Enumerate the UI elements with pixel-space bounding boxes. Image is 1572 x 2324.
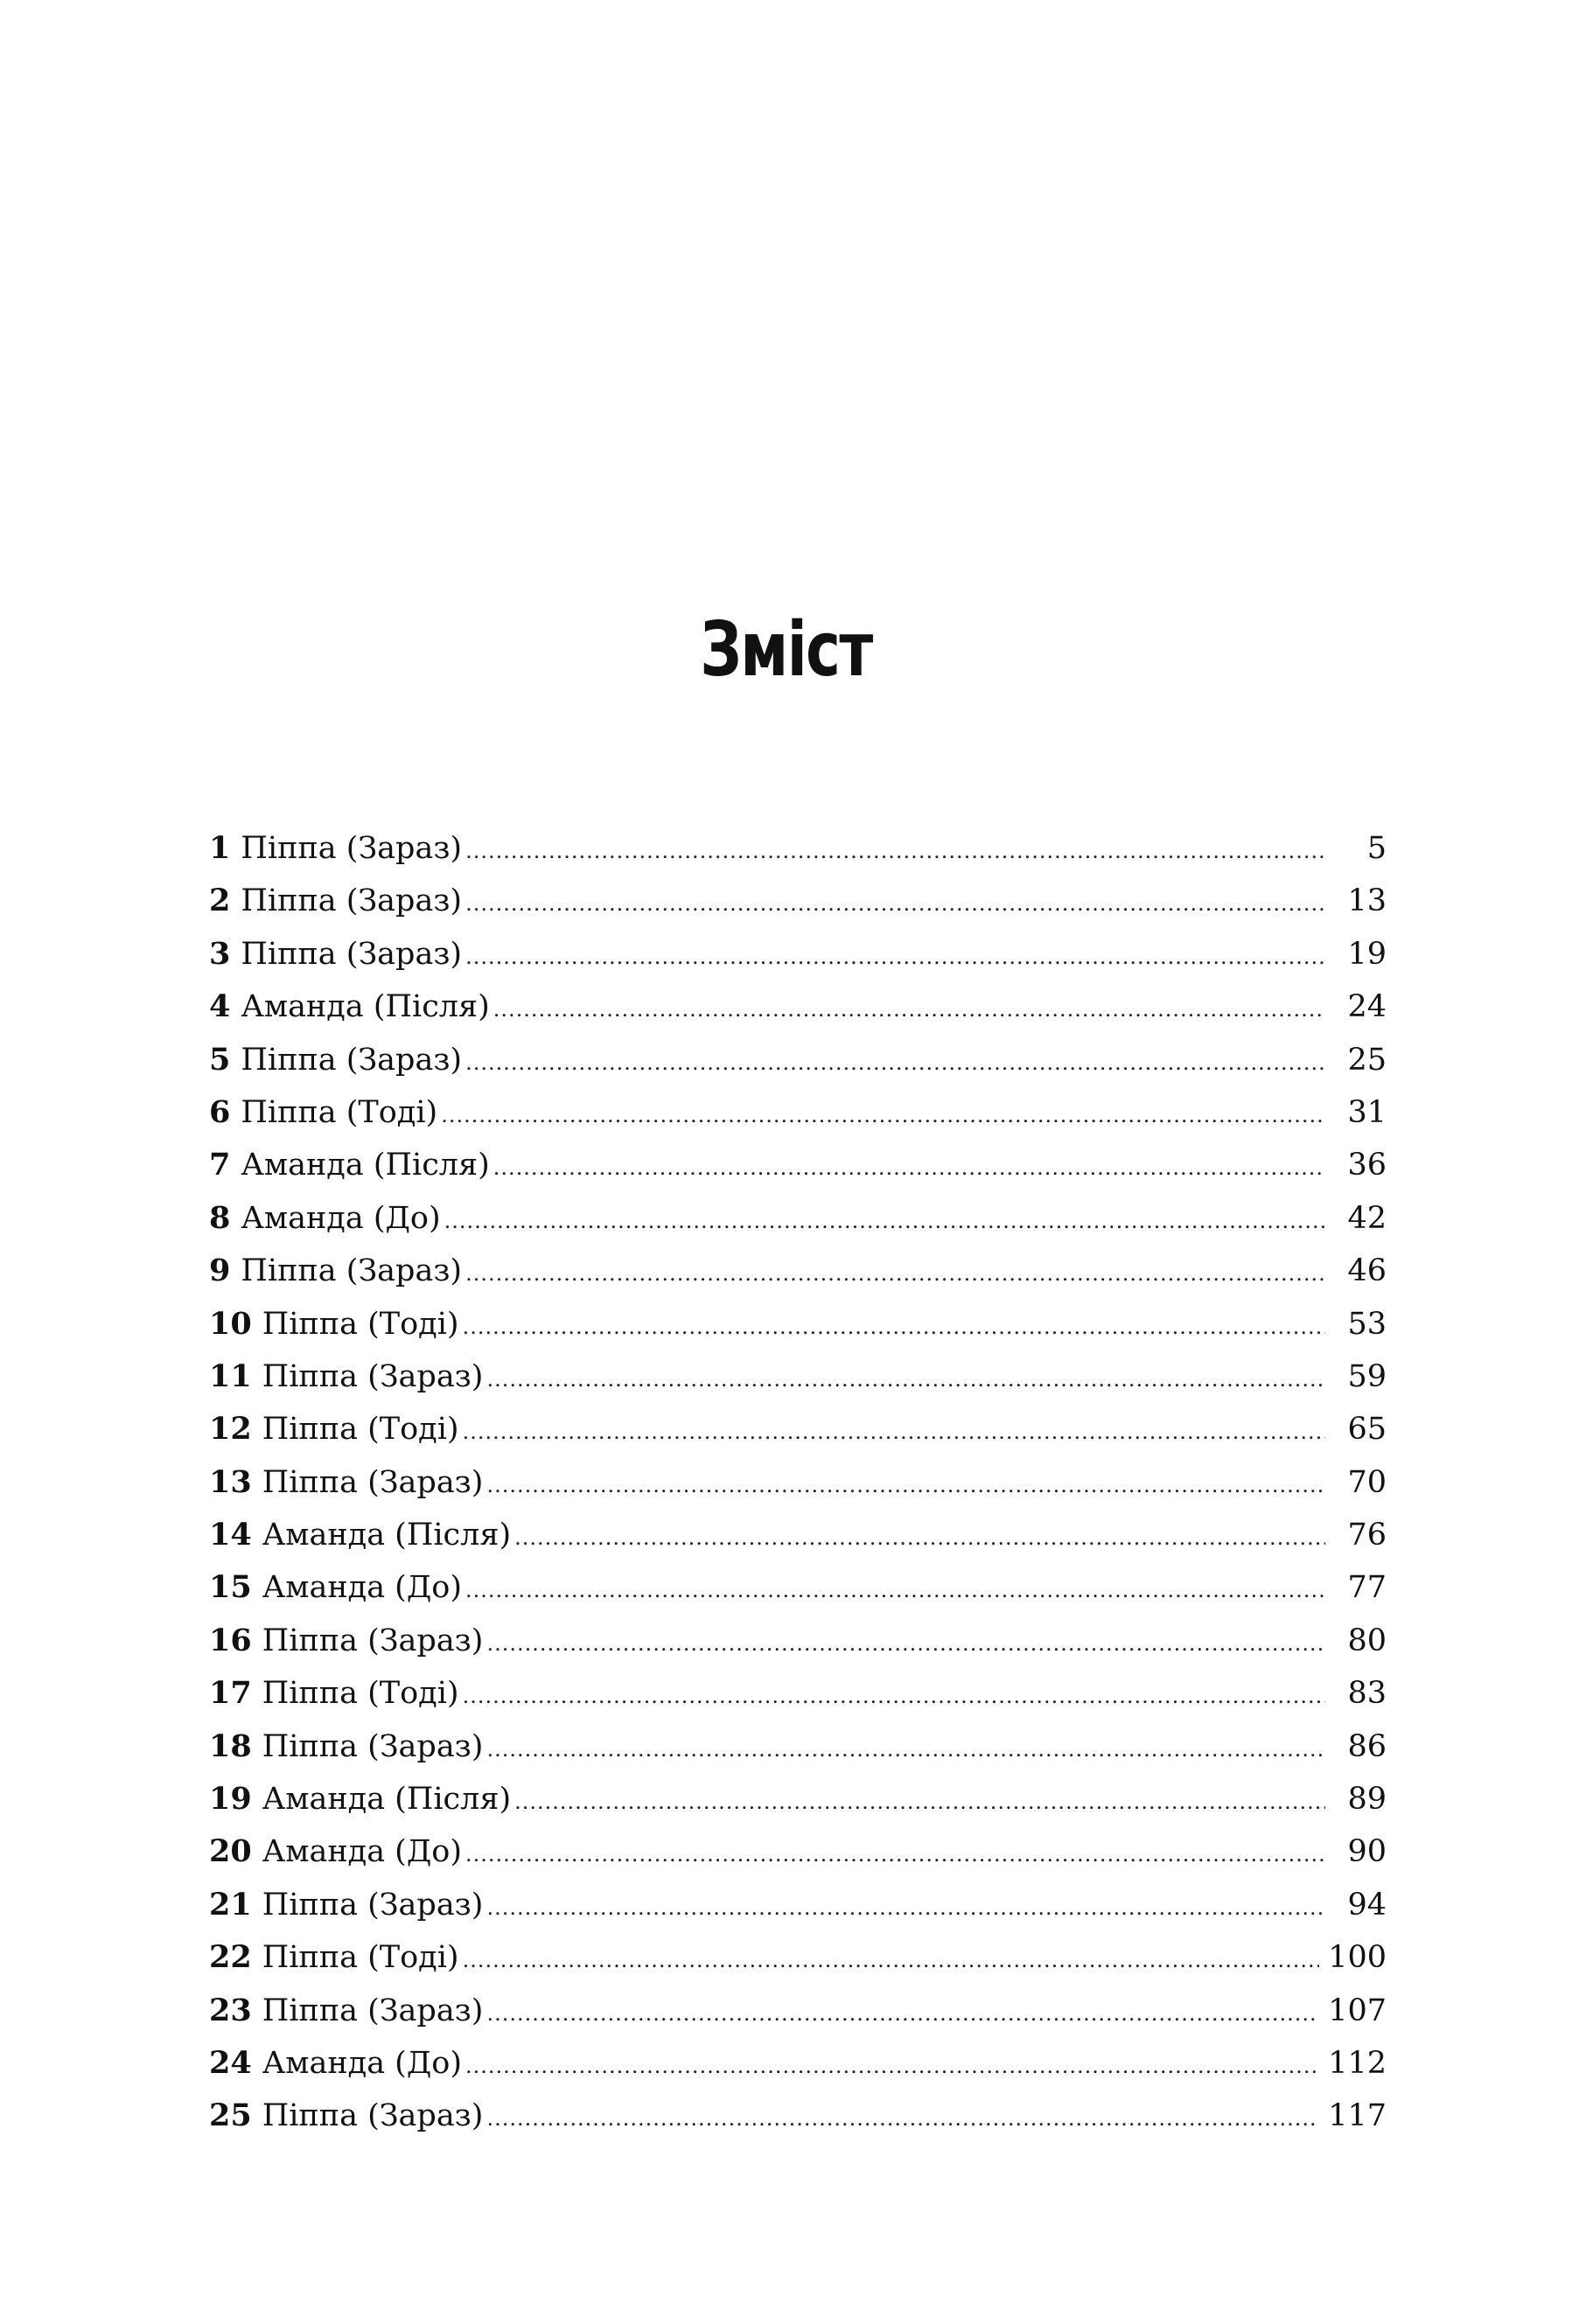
dot-leader <box>465 1564 1325 1616</box>
dot-leader <box>465 877 1325 930</box>
dot-leader <box>514 1776 1325 1828</box>
chapter-title: Піппа (Тоді) <box>241 1094 438 1130</box>
chapter-title: Піппа (Тоді) <box>262 1676 459 1712</box>
chapter-title: Піппа (Зараз) <box>241 1042 463 1078</box>
chapter-title: Піппа (Тоді) <box>262 1940 459 1976</box>
chapter-title: Піппа (Зараз) <box>241 883 463 919</box>
dot-leader <box>486 1353 1325 1406</box>
page-number: 94 <box>1347 1887 1387 1923</box>
page-number: 31 <box>1347 1094 1387 1130</box>
toc-entry[interactable] <box>209 1192 1387 1245</box>
page-number: 112 <box>1328 2045 1387 2081</box>
dot-leader <box>463 1406 1325 1458</box>
chapter-title: Піппа (Зараз) <box>262 1728 484 1764</box>
page-number: 117 <box>1328 2098 1387 2134</box>
chapter-title: Аманда (До) <box>262 1834 463 1870</box>
page-number: 13 <box>1347 883 1387 919</box>
chapter-title: Піппа (Зараз) <box>262 1623 484 1658</box>
toc-entry[interactable] <box>209 1931 1387 1984</box>
toc-entry[interactable] <box>209 1561 1387 1614</box>
chapter-number: 6 <box>209 1093 231 1130</box>
chapter-number: 25 <box>209 2097 252 2134</box>
dot-leader <box>463 1934 1320 1986</box>
page-number: 107 <box>1328 1992 1387 2028</box>
toc-entry[interactable] <box>209 1403 1387 1455</box>
page-number: 53 <box>1347 1306 1387 1342</box>
toc-entry[interactable] <box>209 1879 1387 1931</box>
chapter-title: Піппа (Тоді) <box>262 1412 459 1448</box>
chapter-title: Аманда (Після) <box>241 1148 490 1183</box>
chapter-number: 16 <box>209 1622 252 1658</box>
chapter-number: 12 <box>209 1411 252 1448</box>
chapter-title: Піппа (Зараз) <box>262 1887 484 1923</box>
page-number: 25 <box>1347 1042 1387 1078</box>
page-number: 59 <box>1347 1358 1387 1394</box>
page-number: 42 <box>1347 1200 1387 1236</box>
page-number: 5 <box>1366 831 1387 866</box>
toc-entry[interactable] <box>209 875 1387 927</box>
chapter-title: Піппа (Зараз) <box>262 1358 484 1394</box>
page-number: 70 <box>1347 1464 1387 1500</box>
toc-entry[interactable] <box>209 1350 1387 1403</box>
chapter-number: 23 <box>209 1992 252 2028</box>
chapter-number: 9 <box>209 1253 231 1289</box>
dot-leader <box>465 1247 1325 1300</box>
page-number: 83 <box>1347 1676 1387 1712</box>
page-number: 90 <box>1347 1834 1387 1870</box>
page-title: Зміст <box>700 606 872 694</box>
dot-leader <box>514 1511 1325 1564</box>
chapter-title: Піппа (Зараз) <box>262 1464 484 1500</box>
page-number: 86 <box>1347 1728 1387 1764</box>
toc-entry[interactable] <box>209 1139 1387 1191</box>
dot-leader <box>465 825 1325 877</box>
toc-entry[interactable] <box>209 1825 1387 1878</box>
dot-leader <box>441 1089 1325 1141</box>
chapter-number: 21 <box>209 1886 252 1923</box>
dot-leader <box>465 2040 1319 2092</box>
chapter-number: 8 <box>209 1199 231 1236</box>
toc-entry[interactable] <box>209 1773 1387 1825</box>
toc-entry[interactable] <box>209 2090 1387 2142</box>
toc-entry[interactable] <box>209 1245 1387 1297</box>
chapter-number: 15 <box>209 1569 252 1606</box>
toc-entry[interactable] <box>209 2037 1387 2090</box>
toc-entry[interactable] <box>209 822 1387 875</box>
page-number: 100 <box>1328 1940 1387 1976</box>
dot-leader <box>493 1141 1325 1194</box>
chapter-number: 19 <box>209 1781 252 1818</box>
chapter-number: 17 <box>209 1675 252 1712</box>
chapter-number: 3 <box>209 935 231 972</box>
toc-entry[interactable] <box>209 1034 1387 1086</box>
toc-entry[interactable] <box>209 1615 1387 1667</box>
dot-leader <box>486 2092 1319 2145</box>
chapter-title: Піппа (Зараз) <box>241 831 463 866</box>
dot-leader <box>465 1828 1325 1881</box>
toc-entry[interactable] <box>209 981 1387 1033</box>
chapter-number: 20 <box>209 1833 252 1870</box>
chapter-title: Аманда (До) <box>262 2045 463 2081</box>
chapter-number: 22 <box>209 1939 252 1976</box>
toc-entry[interactable] <box>209 1985 1387 2037</box>
chapter-title: Аманда (Після) <box>241 989 490 1025</box>
chapter-number: 11 <box>209 1357 252 1394</box>
page-number: 89 <box>1347 1782 1387 1818</box>
chapter-title: Піппа (Зараз) <box>262 1992 484 2028</box>
dot-leader <box>486 1459 1325 1511</box>
chapter-number: 14 <box>209 1517 252 1553</box>
chapter-title: Піппа (Тоді) <box>262 1306 459 1342</box>
chapter-number: 1 <box>209 830 231 866</box>
chapter-number: 18 <box>209 1727 252 1764</box>
toc-entry[interactable] <box>209 1720 1387 1773</box>
toc-entry[interactable] <box>209 928 1387 981</box>
chapter-title: Аманда (До) <box>241 1200 441 1236</box>
page-number: 24 <box>1347 989 1387 1025</box>
dot-leader <box>465 1036 1325 1089</box>
chapter-number: 13 <box>209 1463 252 1500</box>
toc-entry[interactable] <box>209 1086 1387 1139</box>
page-number: 65 <box>1347 1412 1387 1448</box>
page-number: 36 <box>1347 1148 1387 1183</box>
chapter-title: Піппа (Зараз) <box>262 2098 484 2134</box>
toc-entry[interactable] <box>209 1298 1387 1350</box>
dot-leader <box>486 1723 1325 1776</box>
chapter-number: 2 <box>209 883 231 919</box>
dot-leader <box>486 1987 1319 2040</box>
dot-leader <box>486 1617 1325 1670</box>
dot-leader <box>463 1301 1325 1353</box>
toc-entry[interactable] <box>209 1509 1387 1561</box>
page-number: 19 <box>1347 936 1387 972</box>
table-of-contents <box>209 822 1387 2143</box>
chapter-title: Піппа (Зараз) <box>241 1253 463 1289</box>
chapter-title: Аманда (Після) <box>262 1782 512 1818</box>
dot-leader <box>465 931 1325 983</box>
page-number: 77 <box>1347 1570 1387 1606</box>
chapter-title: Аманда (До) <box>262 1570 463 1606</box>
chapter-title: Піппа (Зараз) <box>241 936 463 972</box>
dot-leader <box>444 1195 1325 1247</box>
toc-entry[interactable] <box>209 1667 1387 1720</box>
chapter-number: 24 <box>209 2044 252 2081</box>
toc-entry[interactable] <box>209 1456 1387 1509</box>
chapter-number: 10 <box>209 1305 252 1342</box>
dot-leader <box>486 1881 1325 1934</box>
chapter-number: 4 <box>209 988 231 1025</box>
chapter-title: Аманда (Після) <box>262 1518 512 1553</box>
page-number: 76 <box>1347 1518 1387 1553</box>
dot-leader <box>463 1670 1325 1722</box>
page-number: 80 <box>1347 1623 1387 1658</box>
page-number: 46 <box>1347 1253 1387 1289</box>
chapter-number: 7 <box>209 1147 231 1183</box>
dot-leader <box>493 983 1325 1036</box>
chapter-number: 5 <box>209 1041 231 1078</box>
